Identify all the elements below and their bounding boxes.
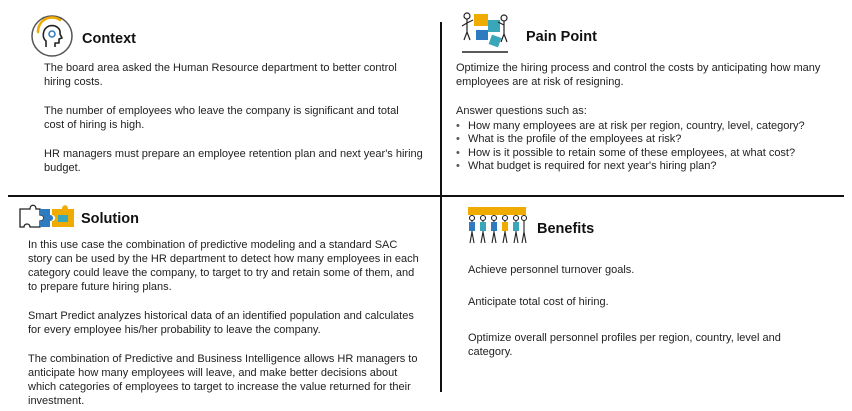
context-paragraph-2: The number of employees who leave the company is significant and total cost of hiring is high. — [44, 105, 399, 131]
benefits-item-1: Achieve personnel turnover goals. — [468, 264, 635, 276]
pain-point-question-list — [456, 120, 852, 174]
pain-point-questions-lead: Answer questions such as: — [456, 105, 587, 117]
context-paragraph-1: The board area asked the Human Resource department to better control hiring costs. — [44, 62, 397, 88]
people-puzzle-icon — [460, 8, 510, 61]
solution-title: Solution — [81, 211, 139, 227]
benefits-section — [442, 197, 852, 411]
context-paragraph-3: HR managers must prepare an employee retention plan and next year's hiring budget. — [44, 148, 423, 174]
pain-point-title: Pain Point — [526, 29, 597, 45]
context-title: Context — [82, 31, 136, 47]
head-profile-icon — [30, 14, 74, 63]
benefits-title: Benefits — [537, 221, 595, 237]
solution-paragraph-2: Smart Predict analyzes historical data of an identified population and calculates for every employee his/her probability to leave the company. — [28, 310, 414, 336]
list-item: • How is it possible to retain some of these employees, at what cost? — [456, 147, 852, 160]
pain-point-section — [442, 0, 852, 195]
solution-paragraph-3: The combination of Predictive and Business Intelligence allows HR managers to anticipate how many employees will leave, and make better decisions about which categories of employees to target to increase the value returned for their investment. — [28, 353, 418, 407]
list-item: • What is the profile of the employees at risk? — [456, 133, 852, 146]
list-item: • What budget is required for next year's hiring plan? — [456, 160, 852, 173]
benefits-item-2: Anticipate total cost of hiring. — [468, 296, 609, 308]
solution-section — [0, 197, 440, 411]
benefits-item-3: Optimize overall personnel profiles per region, country, level and category. — [468, 332, 781, 358]
puzzle-pieces-icon — [18, 203, 76, 238]
context-section — [0, 0, 440, 195]
solution-paragraph-1: In this use case the combination of predictive modeling and a standard SAC story can be used by the HR department to detect how many employees in each category could leave the company, to target to try and retain some of them, and to prepare future hiring plans. — [28, 239, 419, 293]
list-item: • How many employees are at risk per region, country, level, category? — [456, 120, 852, 133]
team-group-icon — [466, 205, 528, 250]
pain-point-intro: Optimize the hiring process and control the costs by anticipating how many employees are at risk of resigning. — [456, 62, 821, 88]
